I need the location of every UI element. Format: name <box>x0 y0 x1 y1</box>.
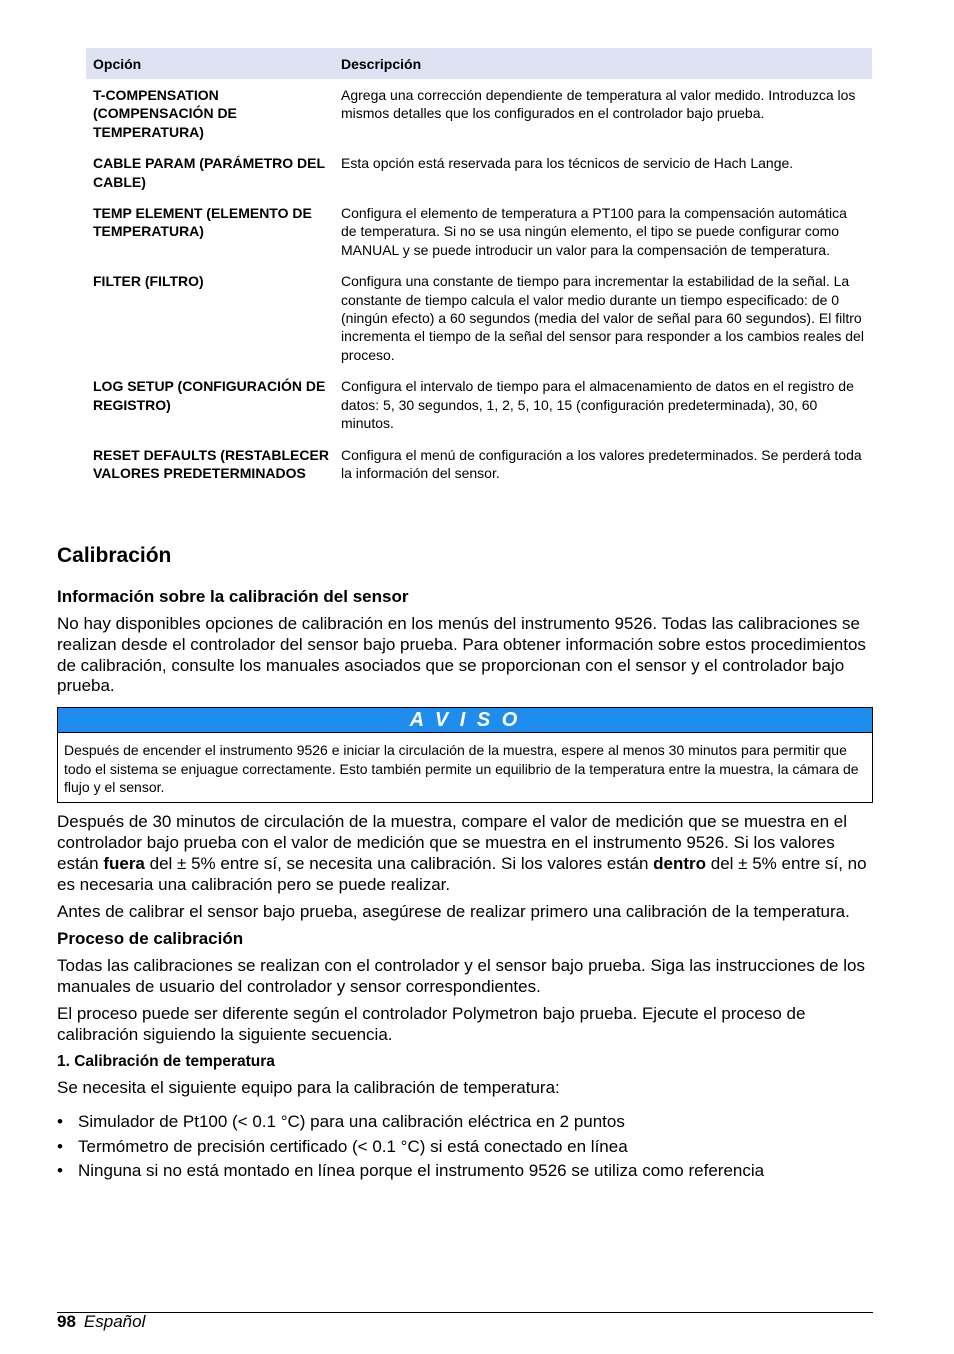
table-row <box>86 265 872 370</box>
option-name: T-COMPENSATION (COMPENSACIÓN DE TEMPERATURA) <box>93 87 237 140</box>
step-paragraph: Se necesita el siguiente equipo para la calibración de temperatura: <box>57 1077 560 1097</box>
process-heading: Proceso de calibración <box>57 929 244 949</box>
before-paragraph: Antes de calibrar el sensor bajo prueba, asegúrese de realizar primero una calibración de la temperatura. <box>57 901 850 921</box>
bullet-icon: • <box>57 1160 63 1180</box>
info-paragraph: No hay disponibles opciones de calibración en los menús del instrumento 9526. Todas las calibraciones se realizan desde el controlador del sensor bajo prueba. Para obtener información sobre estos procedimientos de calibración, consulte los manuales asociados que se proporcionan con el sensor y el controlador bajo prueba. <box>57 614 866 696</box>
step-heading: 1. Calibración de temperatura <box>57 1052 275 1070</box>
calibration-section <box>57 540 873 1185</box>
compare-paragraph <box>57 812 873 895</box>
table-row <box>86 439 872 489</box>
options-table <box>86 48 872 488</box>
info-heading: Información sobre la calibración del sensor <box>57 587 409 606</box>
option-description: Agrega una corrección dependiente de temperatura al valor medido. Introduzca los mismos detalles que los configurados en el controlador bajo prueba. <box>341 87 856 122</box>
option-description: Configura el intervalo de tiempo para el almacenamiento de datos en el registro de datos: 5, 30 segundos, 1, 2, 5, 10, 15 (configuración predeterminada), 30, 60 minutos. <box>341 378 854 432</box>
page-footer <box>57 1312 145 1332</box>
table-header-row <box>86 48 872 79</box>
compare-text: del ± 5% entre sí, no es necesaria una calibración pero se puede realizar. <box>57 854 867 894</box>
compare-text: Después de 30 minutos de circulación de la muestra, compare el valor de medición que se muestra en el controlador bajo prueba con el valor de medición que se muestra en el instrumento 9526. Si los valores están <box>57 812 847 873</box>
page-number: 98 <box>57 1312 76 1331</box>
option-name: FILTER (FILTRO) <box>93 273 204 290</box>
option-name: CABLE PARAM (PARÁMETRO DEL CABLE) <box>93 155 325 190</box>
list-item <box>57 1161 873 1182</box>
description-column-header: Descripción <box>334 48 872 79</box>
list-item-text: Simulador de Pt100 (< 0.1 °C) para una calibración eléctrica en 2 puntos <box>78 1112 625 1132</box>
option-name: RESET DEFAULTS (RESTABLECER VALORES PREDETERMINADOS <box>93 446 329 481</box>
table-row <box>86 147 872 197</box>
option-description: Configura el menú de configuración a los valores predeterminados. Se perderá toda la información del sensor. <box>341 446 862 481</box>
bullet-icon: • <box>57 1136 63 1156</box>
notice-label: A V I S O <box>58 708 872 733</box>
table-row <box>86 197 872 265</box>
list-item <box>57 1137 873 1158</box>
option-name: TEMP ELEMENT (ELEMENTO DE TEMPERATURA) <box>93 205 312 240</box>
footer-language: Español <box>83 1312 146 1331</box>
notice-text: Después de encender el instrumento 9526 e iniciar la circulación de la muestra, espere al menos 30 minutos para permitir que todo el sistema se enjuague correctamente. Esto también permite un equilibrio de la temperatura entre la muestra, la cámara de flujo y el sensor. <box>64 742 859 795</box>
list-item <box>57 1112 873 1133</box>
option-description: Configura el elemento de temperatura a PT100 para la compensación automática de temperatura. Si no se usa ningún elemento, el tipo se puede configurar como MANUAL y se puede introducir un valor para la compensación de temperatura. <box>341 205 847 258</box>
option-column-header: Opción <box>86 48 334 79</box>
notice-box <box>57 707 873 803</box>
compare-text: del ± 5% entre sí, se necesita una calibración. Si los valores están <box>144 854 654 873</box>
table-row <box>86 370 872 438</box>
process-paragraph-2: El proceso puede ser diferente según el controlador Polymetron bajo prueba. Ejecute el proceso de calibración siguiendo la siguiente secuencia. <box>57 1003 806 1044</box>
equipment-list <box>57 1112 873 1181</box>
process-paragraph-1: Todas las calibraciones se realizan con el controlador y el sensor bajo prueba. Siga las instrucciones de los manuales de usuario del controlador y sensor correspondientes. <box>57 956 865 997</box>
footer-divider <box>57 1312 873 1313</box>
option-description: Esta opción está reservada para los técnicos de servicio de Hach Lange. <box>341 155 794 172</box>
option-name: LOG SETUP (CONFIGURACIÓN DE REGISTRO) <box>93 378 326 413</box>
compare-bold-outside: fuera <box>103 854 145 873</box>
list-item-text: Termómetro de precisión certificado (< 0.1 °C) si está conectado en línea <box>78 1136 628 1156</box>
list-item-text: Ninguna si no está montado en línea porque el instrumento 9526 se utiliza como referencia <box>78 1160 765 1180</box>
section-title: Calibración <box>57 544 172 567</box>
compare-bold-inside: dentro <box>653 854 707 873</box>
option-description: Configura una constante de tiempo para incrementar la estabilidad de la señal. La constante de tiempo calcula el valor medio durante un tiempo especificado: de 0 (ningún efecto) a 60 segundos (media del valor de señal para 60 segundos). El filtro incrementa el tiempo de la señal del sensor para responder a los cambios reales del proceso. <box>341 273 864 363</box>
bullet-icon: • <box>57 1112 63 1132</box>
table-row <box>86 79 872 147</box>
